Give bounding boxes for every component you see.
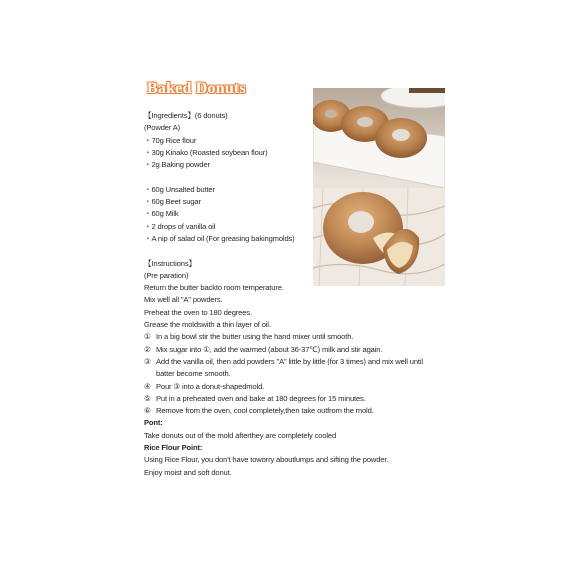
step-number: ④ (144, 381, 151, 391)
step-text: Add the vanilla oil, then add powders "A" little by little (for 3 times) and mix well until (156, 356, 423, 366)
step-number: ⑤ (144, 393, 151, 403)
ingredient-item: ・60g Unsalted butter (144, 184, 215, 194)
ingredient-item: ・2 drops of vanilla oil (144, 221, 216, 231)
instruction-step (144, 405, 444, 417)
donut-photo (313, 88, 445, 286)
ingredient-item: ・70g Rice flour (144, 135, 197, 145)
instructions-header: 【Instructions】 (144, 258, 196, 268)
step-text: In a big bowl stir the butter using the hand mixer until smooth. (156, 332, 354, 342)
rice-point-text: Using Rice Flour, you don't have toworry aboutlumps and sifting the powder. (144, 455, 389, 465)
step-text: Put in a preheated oven and bake at 180 degrees for 15 minutes. (156, 393, 366, 403)
step-number: ③ (144, 356, 151, 366)
ingredient-item: ・A nip of salad oil (For greasing bakingmolds) (144, 233, 295, 243)
preparation-item: Preheat the oven to 180 degrees. (144, 307, 252, 317)
fork-handle (409, 88, 445, 93)
instruction-step (144, 393, 444, 405)
step-text: Remove from the oven, cool completely,then take outfrom the mold. (156, 406, 374, 416)
recipe-title: Baked Donuts (147, 80, 246, 97)
step-number: ① (144, 332, 151, 342)
donut-photo-drawing (313, 88, 445, 286)
preparation-label: (Pre paration) (144, 270, 189, 280)
preparation-item: Mix well all "A" powders. (144, 295, 223, 305)
ingredients-header: 【Ingredients】(6 donuts) (144, 111, 228, 120)
rice-point-text: Enjoy moist and soft donut. (144, 467, 232, 477)
preparation-item: Return the butter backto room temperature. (144, 283, 284, 293)
powder-a-label: (Powder A) (144, 123, 181, 133)
step-text: Mix sugar into ①, add the warmed (about 36-37℃) milk and stir again. (156, 344, 383, 354)
preparation-item: Grease the moldswith a thin layer of oil. (144, 320, 271, 330)
step-number: ⑥ (144, 406, 151, 416)
point-label: Pont: (144, 418, 163, 428)
ingredient-item: ・2g Baking powder (144, 160, 210, 170)
instruction-step (144, 331, 444, 343)
step-text: Pour ③ into a donut-shapedmold. (156, 381, 265, 391)
rice-point-label: Rice Flour Point: (144, 443, 203, 453)
instruction-step (144, 381, 444, 393)
point-text: Take donuts out of the mold afterthey are completely cooled (144, 430, 337, 440)
instruction-step (144, 356, 444, 368)
ingredient-item: ・30g Kinako (Roasted soybean flour) (144, 147, 268, 157)
instruction-step (144, 344, 444, 356)
ingredient-item: ・60g Milk (144, 209, 179, 219)
step-number: ② (144, 344, 151, 354)
step-continuation: batter become smooth. (156, 369, 231, 379)
tray-donut (375, 118, 427, 158)
ingredient-item: ・60g Beet sugar (144, 197, 201, 207)
